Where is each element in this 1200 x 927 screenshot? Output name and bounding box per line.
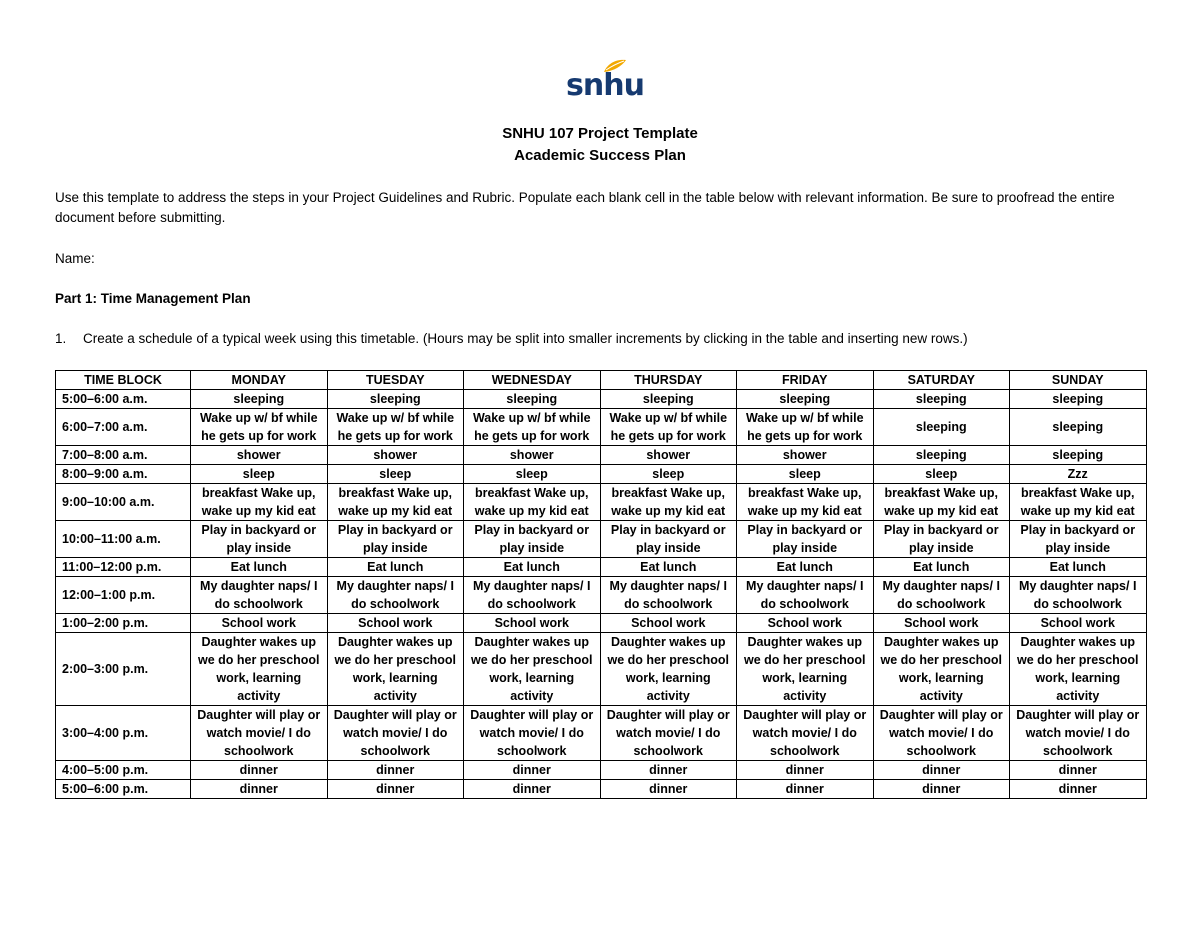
schedule-cell[interactable]: sleeping xyxy=(600,390,737,409)
schedule-table xyxy=(55,370,1147,799)
time-block-cell[interactable]: 7:00–8:00 a.m. xyxy=(56,446,191,465)
schedule-cell[interactable]: Daughter wakes up we do her preschool work, learning activity xyxy=(191,633,328,706)
schedule-cell[interactable]: School work xyxy=(191,614,328,633)
header-thursday: THURSDAY xyxy=(600,371,737,390)
schedule-cell[interactable]: Daughter wakes up we do her preschool work, learning activity xyxy=(600,633,737,706)
schedule-cell[interactable]: dinner xyxy=(464,761,601,780)
time-block-cell[interactable]: 5:00–6:00 p.m. xyxy=(56,780,191,799)
schedule-cell[interactable]: My daughter naps/ I do schoolwork xyxy=(600,577,737,614)
schedule-cell[interactable]: Daughter wakes up we do her preschool work, learning activity xyxy=(464,633,601,706)
schedule-cell[interactable]: dinner xyxy=(600,761,737,780)
table-row xyxy=(56,706,1147,761)
schedule-cell[interactable]: dinner xyxy=(737,780,874,799)
schedule-cell[interactable]: My daughter naps/ I do schoolwork xyxy=(464,577,601,614)
schedule-cell[interactable]: Daughter will play or watch movie/ I do schoolwork xyxy=(191,706,328,761)
schedule-cell[interactable]: School work xyxy=(737,614,874,633)
question-number: 1. xyxy=(55,331,67,346)
time-block-cell[interactable]: 11:00–12:00 p.m. xyxy=(56,558,191,577)
schedule-cell[interactable]: sleeping xyxy=(327,390,464,409)
schedule-cell[interactable]: dinner xyxy=(327,761,464,780)
schedule-cell[interactable]: Daughter wakes up we do her preschool work, learning activity xyxy=(1010,633,1147,706)
schedule-cell[interactable]: sleep xyxy=(464,465,601,484)
schedule-cell[interactable]: sleep xyxy=(600,465,737,484)
table-row xyxy=(56,614,1147,633)
table-row xyxy=(56,558,1147,577)
name-label: Name: xyxy=(55,251,95,266)
schedule-cell[interactable]: Eat lunch xyxy=(600,558,737,577)
schedule-cell[interactable]: sleeping xyxy=(1010,390,1147,409)
schedule-cell[interactable]: sleeping xyxy=(464,390,601,409)
schedule-cell[interactable]: School work xyxy=(327,614,464,633)
table-row xyxy=(56,521,1147,558)
schedule-cell[interactable]: Wake up w/ bf while he gets up for work xyxy=(600,409,737,446)
schedule-cell[interactable]: sleeping xyxy=(1010,446,1147,465)
time-block-cell[interactable]: 10:00–11:00 a.m. xyxy=(56,521,191,558)
table-row xyxy=(56,409,1147,446)
schedule-cell[interactable]: sleeping xyxy=(1010,409,1147,446)
schedule-cell[interactable]: sleep xyxy=(737,465,874,484)
schedule-cell[interactable]: Daughter wakes up we do her preschool work, learning activity xyxy=(873,633,1010,706)
schedule-cell[interactable]: Daughter will play or watch movie/ I do schoolwork xyxy=(600,706,737,761)
schedule-cell[interactable]: dinner xyxy=(600,780,737,799)
schedule-cell[interactable]: Daughter will play or watch movie/ I do schoolwork xyxy=(873,706,1010,761)
schedule-cell[interactable]: Wake up w/ bf while he gets up for work xyxy=(191,409,328,446)
schedule-cell[interactable]: dinner xyxy=(737,761,874,780)
schedule-cell[interactable]: My daughter naps/ I do schoolwork xyxy=(191,577,328,614)
time-block-cell[interactable]: 5:00–6:00 a.m. xyxy=(56,390,191,409)
table-header-row xyxy=(56,371,1147,390)
schedule-cell[interactable]: breakfast Wake up, wake up my kid eat xyxy=(464,484,601,521)
table-row xyxy=(56,465,1147,484)
schedule-cell[interactable]: shower xyxy=(600,446,737,465)
schedule-cell[interactable]: breakfast Wake up, wake up my kid eat xyxy=(327,484,464,521)
header-friday: FRIDAY xyxy=(737,371,874,390)
schedule-cell[interactable]: dinner xyxy=(1010,761,1147,780)
schedule-cell[interactable]: dinner xyxy=(464,780,601,799)
document-subtitle: Academic Success Plan xyxy=(514,147,686,164)
table-row xyxy=(56,446,1147,465)
schedule-cell[interactable]: breakfast Wake up, wake up my kid eat xyxy=(1010,484,1147,521)
header-saturday: SATURDAY xyxy=(873,371,1010,390)
schedule-cell[interactable]: Daughter wakes up we do her preschool work, learning activity xyxy=(737,633,874,706)
schedule-cell[interactable]: shower xyxy=(737,446,874,465)
header-tuesday: TUESDAY xyxy=(327,371,464,390)
schedule-cell[interactable]: Play in backyard or play inside xyxy=(737,521,874,558)
schedule-cell[interactable]: breakfast Wake up, wake up my kid eat xyxy=(873,484,1010,521)
schedule-cell[interactable]: sleep xyxy=(873,465,1010,484)
table-row xyxy=(56,780,1147,799)
schedule-cell[interactable]: Daughter will play or watch movie/ I do schoolwork xyxy=(464,706,601,761)
time-block-cell[interactable]: 6:00–7:00 a.m. xyxy=(56,409,191,446)
schedule-cell[interactable]: My daughter naps/ I do schoolwork xyxy=(1010,577,1147,614)
schedule-cell[interactable]: Play in backyard or play inside xyxy=(191,521,328,558)
logo-text: snhu xyxy=(566,68,644,103)
header-monday: MONDAY xyxy=(191,371,328,390)
question-1 xyxy=(55,329,1147,349)
header-wednesday: WEDNESDAY xyxy=(464,371,601,390)
schedule-cell[interactable]: Play in backyard or play inside xyxy=(327,521,464,558)
time-block-cell[interactable]: 9:00–10:00 a.m. xyxy=(56,484,191,521)
header-time-block: TIME BLOCK xyxy=(56,371,191,390)
schedule-cell[interactable]: dinner xyxy=(327,780,464,799)
schedule-cell[interactable]: Play in backyard or play inside xyxy=(1010,521,1147,558)
schedule-cell[interactable]: Zzz xyxy=(1010,465,1147,484)
table-body xyxy=(56,390,1147,799)
schedule-cell[interactable]: shower xyxy=(191,446,328,465)
schedule-cell[interactable]: sleeping xyxy=(737,390,874,409)
schedule-cell[interactable]: shower xyxy=(464,446,601,465)
schedule-cell[interactable]: dinner xyxy=(191,761,328,780)
schedule-cell[interactable]: Daughter will play or watch movie/ I do schoolwork xyxy=(737,706,874,761)
schedule-cell[interactable]: Wake up w/ bf while he gets up for work xyxy=(327,409,464,446)
schedule-cell[interactable]: Daughter will play or watch movie/ I do schoolwork xyxy=(327,706,464,761)
schedule-cell[interactable]: sleeping xyxy=(873,409,1010,446)
schedule-cell[interactable]: Eat lunch xyxy=(1010,558,1147,577)
time-block-cell[interactable]: 1:00–2:00 p.m. xyxy=(56,614,191,633)
schedule-cell[interactable]: Play in backyard or play inside xyxy=(600,521,737,558)
schedule-cell[interactable]: Wake up w/ bf while he gets up for work xyxy=(737,409,874,446)
schedule-cell[interactable]: Play in backyard or play inside xyxy=(873,521,1010,558)
schedule-cell[interactable]: breakfast Wake up, wake up my kid eat xyxy=(600,484,737,521)
schedule-cell[interactable]: School work xyxy=(464,614,601,633)
instructions-text: Use this template to address the steps in your Project Guidelines and Rubric. Populate each blank cell in the table below with relevant information. Be sure to proofread the entire document before submitting. xyxy=(55,190,1115,225)
schedule-cell[interactable]: School work xyxy=(873,614,1010,633)
schedule-cell[interactable]: shower xyxy=(327,446,464,465)
schedule-cell[interactable]: Eat lunch xyxy=(873,558,1010,577)
schedule-cell[interactable]: sleeping xyxy=(191,390,328,409)
table-row xyxy=(56,484,1147,521)
schedule-cell[interactable]: dinner xyxy=(1010,780,1147,799)
table-row xyxy=(56,577,1147,614)
table-row xyxy=(56,390,1147,409)
schedule-cell[interactable]: Eat lunch xyxy=(464,558,601,577)
table-row xyxy=(56,761,1147,780)
schedule-cell[interactable]: sleeping xyxy=(873,390,1010,409)
schedule-cell[interactable]: Play in backyard or play inside xyxy=(464,521,601,558)
schedule-cell[interactable]: dinner xyxy=(873,780,1010,799)
question-text: Create a schedule of a typical week using this timetable. (Hours may be split into smaller increments by clicking in the table and inserting new rows.) xyxy=(83,331,968,346)
time-block-cell[interactable]: 2:00–3:00 p.m. xyxy=(56,633,191,706)
schedule-cell[interactable]: Daughter will play or watch movie/ I do schoolwork xyxy=(1010,706,1147,761)
schedule-cell[interactable]: My daughter naps/ I do schoolwork xyxy=(737,577,874,614)
schedule-cell[interactable]: breakfast Wake up, wake up my kid eat xyxy=(191,484,328,521)
time-block-cell[interactable]: 8:00–9:00 a.m. xyxy=(56,465,191,484)
schedule-cell[interactable]: My daughter naps/ I do schoolwork xyxy=(873,577,1010,614)
schedule-cell[interactable]: sleep xyxy=(191,465,328,484)
schedule-cell[interactable]: dinner xyxy=(191,780,328,799)
schedule-cell[interactable]: Wake up w/ bf while he gets up for work xyxy=(464,409,601,446)
schedule-cell[interactable]: Eat lunch xyxy=(737,558,874,577)
schedule-cell[interactable]: dinner xyxy=(873,761,1010,780)
schedule-cell[interactable]: Eat lunch xyxy=(327,558,464,577)
schedule-cell[interactable]: School work xyxy=(1010,614,1147,633)
schedule-cell[interactable]: Daughter wakes up we do her preschool work, learning activity xyxy=(327,633,464,706)
part1-heading: Part 1: Time Management Plan xyxy=(55,291,251,306)
schedule-cell[interactable]: School work xyxy=(600,614,737,633)
time-block-cell[interactable]: 3:00–4:00 p.m. xyxy=(56,706,191,761)
document-title: SNHU 107 Project Template xyxy=(502,125,698,142)
table-row xyxy=(56,633,1147,706)
time-block-cell[interactable]: 4:00–5:00 p.m. xyxy=(56,761,191,780)
schedule-cell[interactable]: Eat lunch xyxy=(191,558,328,577)
schedule-cell[interactable]: breakfast Wake up, wake up my kid eat xyxy=(737,484,874,521)
snhu-logo xyxy=(566,58,644,104)
time-block-cell[interactable]: 12:00–1:00 p.m. xyxy=(56,577,191,614)
header-sunday: SUNDAY xyxy=(1010,371,1147,390)
schedule-cell[interactable]: sleeping xyxy=(873,446,1010,465)
schedule-cell[interactable]: My daughter naps/ I do schoolwork xyxy=(327,577,464,614)
schedule-cell[interactable]: sleep xyxy=(327,465,464,484)
